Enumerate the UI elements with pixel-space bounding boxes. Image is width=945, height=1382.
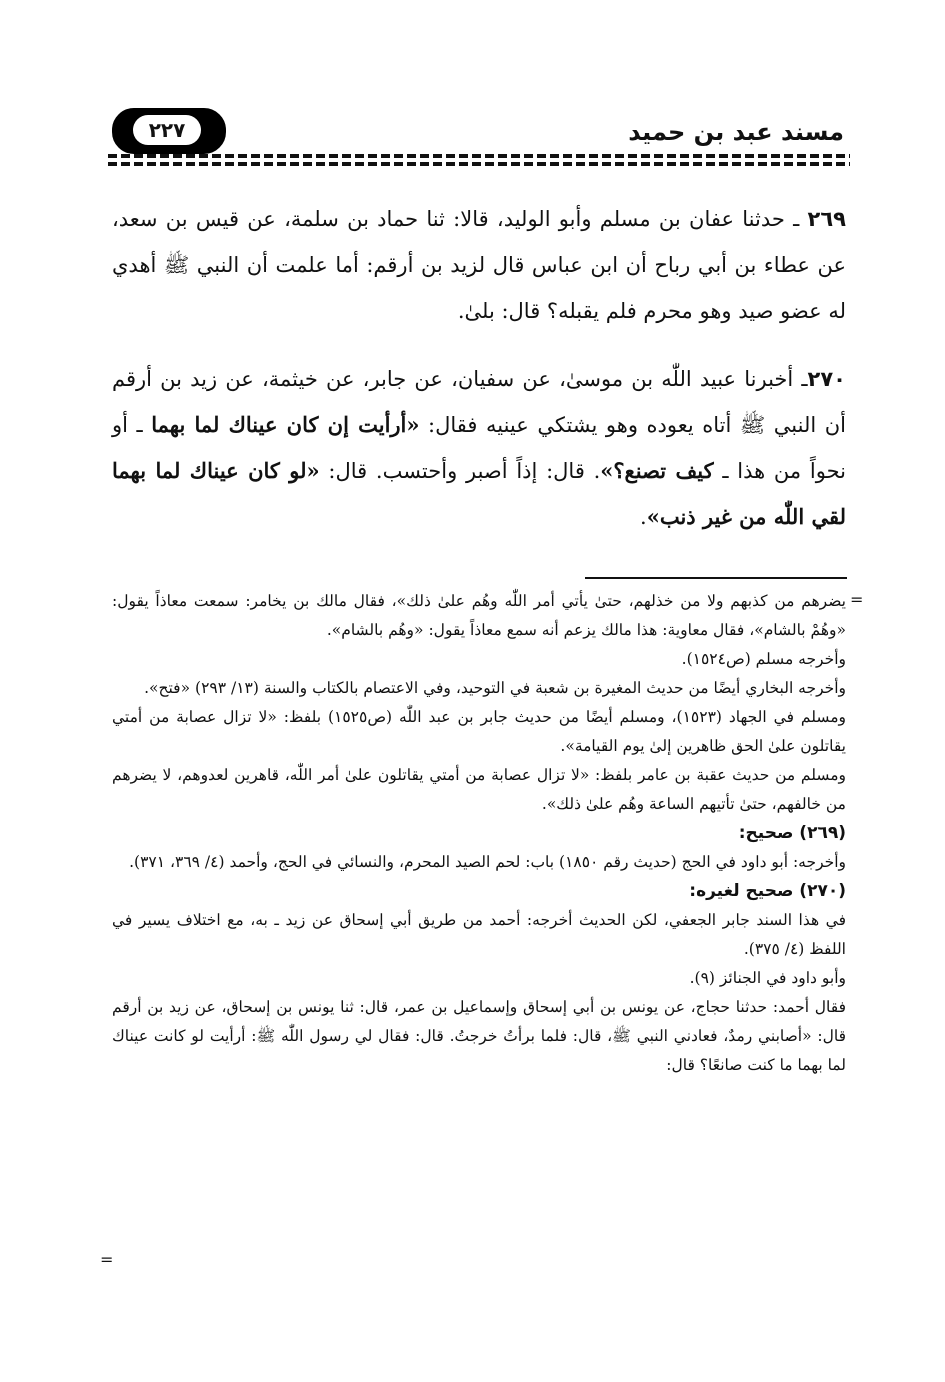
hadith-text: ـ حدثنا عفان بن مسلم وأبو الوليد، قالا: ثنا حماد بن سلمة، عن قيس بن سعد، عن عطاء بن أبي رباح أن ابن عباس قال لزيد بن أرقم: أما علمت أن النبي ﷺ أهدي له عضو صيد وهو محرم فلم يقبله؟ قال: بلىٰ.	[112, 207, 846, 323]
page-number: ٢٢٧	[133, 115, 201, 145]
main-text	[112, 196, 846, 562]
footnote-line: فقال أحمد: حدثنا حجاج، عن يونس بن أبي إسحاق وإسماعيل بن عمر، قال: ثنا يونس بن إسحاق، عن زيد بن أرقم قال: «أصابني رمدٌ، فعادني النبي ﷺ، قال: فلما برأتُ خرجتُ. قال: فقال لي رسول اللّٰه ﷺ: أرأيت لو كانت عيناك لما بهما ما كنت صانعًا؟ قال:	[112, 998, 846, 1074]
hadith-number: ٢٧٠	[807, 367, 846, 391]
hadith-270	[112, 356, 846, 540]
footnote-line: ومسلم في الجهاد (١٥٢٣)، ومسلم أيضًا من حديث جابر بن عبد اللّٰه (ص١٥٢٥) بلفظ: «لا تزال عصابة من أمتي يقاتلون علىٰ الحق ظاهرين إلىٰ يوم القيامة».	[112, 708, 846, 755]
footnote-line: يضرهم من كذبهم ولا من خذلهم، حتىٰ يأتي أمر اللّٰه وهُم علىٰ ذلك»، فقال مالك بن يخامر: سمعت معاذاً يقول: «وهُمْ بالشام»، فقال معاوية: هذا مالك يزعم أنه سمع معاذاً يقول: «وهُم بالشام».	[112, 592, 846, 639]
continuation-mark-bottom: =	[100, 1250, 114, 1269]
footnote-line: وأخرجه: أبو داود في الحج (حديث رقم ١٨٥٠) باب: لحم الصيد المحرم، والنسائي في الحج، وأحمد (٤/ ٣٦٩، ٣٧١).	[129, 853, 846, 871]
hadith-269	[112, 196, 846, 334]
footnote-line: ومسلم من حديث عقبة بن عامر بلفظ: «لا تزال عصابة من أمتي يقاتلون علىٰ أمر اللّٰه، قاهرين لعدوهم، لا يضرهم من خالفهم، حتىٰ تأتيهم الساعة وهُم علىٰ ذلك».	[112, 766, 846, 813]
continuation-mark: =	[850, 590, 864, 609]
page-header	[108, 100, 850, 162]
hadith-text: ـ أو نحواً من هذا ـ	[112, 413, 846, 483]
footnote-line: في هذا السند جابر الجعفي، لكن الحديث أخرجه: أحمد من طريق أبي إسحاق عن زيد ـ به، مع اختلاف يسير في اللفظ (٤/ ٣٧٥).	[112, 911, 846, 958]
footnote-line: وأبو داود في الجنائز (٩).	[689, 969, 846, 987]
hadith-text: ـ أخبرنا عبيد اللّٰه بن موسىٰ، عن سفيان، عن جابر، عن خيثمة، عن زيد بن أرقم أن النبي ﷺ أتاه يعوده وهو يشتكي عينيه فقال:	[112, 367, 846, 437]
hadith-text: . قال: إذاً أصبر وأحتسب. قال:	[319, 459, 601, 483]
header-rule-bottom	[108, 162, 850, 166]
footnote-line: وأخرجه البخاري أيضًا من حديث المغيرة بن شعبة في التوحيد، وفي الاعتصام بالكتاب والسنة (١٣/ ٢٩٣) «فتح».	[144, 679, 846, 697]
header-rule-top	[108, 154, 850, 158]
hadith-text: .	[640, 505, 647, 529]
grade-heading-270: (٢٧٠) صحيح لغيره:	[689, 881, 846, 901]
book-title: مسند عبد بن حميد	[628, 118, 844, 146]
page-number-badge	[112, 108, 226, 154]
footnotes	[112, 587, 846, 1080]
hadith-number: ٢٦٩	[807, 207, 846, 231]
grade-heading-269: (٢٦٩) صحيح:	[738, 823, 846, 843]
prophetic-quote: «لو كان عيناك لما بهما لقي اللّٰه من غير ذنب»	[112, 458, 846, 529]
prophetic-quote: «أرأيت إن كان عيناك لما بهما	[151, 412, 420, 437]
prophetic-quote: كيف تصنع؟»	[600, 458, 714, 483]
footnote-separator	[585, 577, 847, 579]
footnote-line: وأخرجه مسلم (ص١٥٢٤).	[681, 650, 846, 668]
